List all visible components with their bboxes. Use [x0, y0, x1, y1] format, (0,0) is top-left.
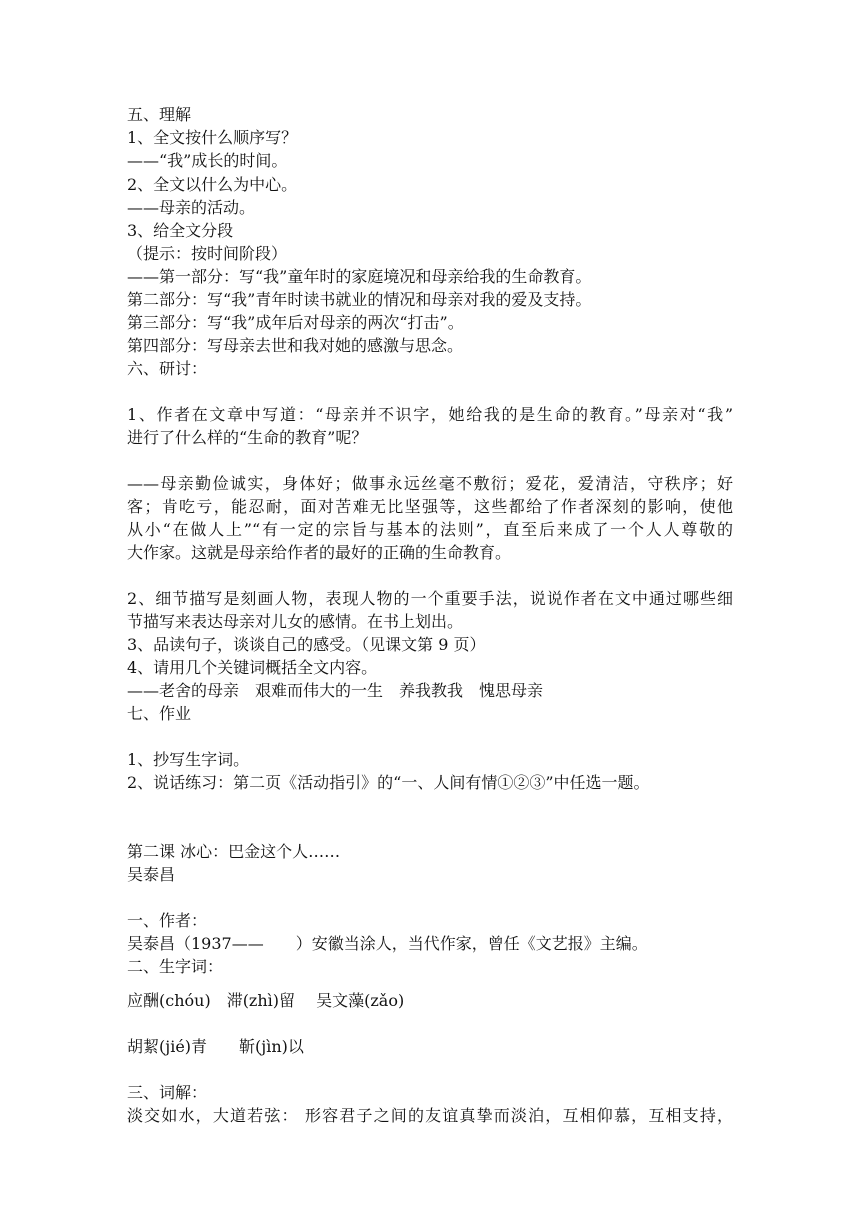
- vocabulary-line-1: 应酬(chóu) 滞(zhì)留 吴文藻(zǎo): [127, 991, 405, 1010]
- homework-1: 1、抄写生字词。: [127, 750, 250, 769]
- discussion-q1-line-2: 进行了什么样的“生命的教育”呢？: [127, 428, 368, 447]
- discussion-a4: ——老舍的母亲 艰难而伟大的一生 养我教我 愧思母亲: [127, 681, 544, 700]
- heading-author: 一、作者：: [127, 911, 208, 930]
- discussion-a1-line-1: ——母亲勤俭诚实，身体好；做事永远丝毫不敷衍；爱花，爱清洁，守秩序；好: [127, 474, 733, 493]
- part-1-line: ——第一部分：写“我”童年时的家庭境况和母亲给我的生命教育。: [127, 267, 592, 286]
- part-3-line: 第三部分：写“我”成年后对母亲的两次“打击”。: [127, 313, 464, 332]
- word-meaning-line-1: 淡交如水，大道若弦： 形容君子之间的友谊真挚而淡泊，互相仰慕，互相支持，: [127, 1106, 733, 1125]
- hint-line: （提示：按时间阶段）: [127, 244, 288, 263]
- part-4-line: 第四部分：写母亲去世和我对她的感激与思念。: [127, 336, 464, 355]
- heading-discussion: 六、研讨：: [127, 359, 208, 378]
- heading-understanding: 五、理解: [127, 105, 192, 124]
- discussion-q3: 3、品读句子，谈谈自己的感受。（见课文第 9 页）: [127, 635, 486, 654]
- heading-word-meaning: 三、词解：: [127, 1083, 208, 1102]
- question-3: 3、给全文分段: [127, 221, 234, 240]
- question-1: 1、全文按什么顺序写？: [127, 128, 298, 147]
- discussion-a1-line-4: 大作家。这就是母亲给作者的最好的正确的生命教育。: [127, 543, 512, 562]
- heading-vocabulary: 二、生字词：: [127, 957, 224, 976]
- part-2-line: 第二部分：写“我”青年时读书就业的情况和母亲对我的爱及支持。: [127, 290, 592, 309]
- discussion-q1-line-1: 1、作者在文章中写道：“母亲并不识字，她给我的是生命的教育。”母亲对“我”: [127, 405, 733, 424]
- lesson-title: 第二课 冰心：巴金这个人……: [127, 842, 341, 861]
- discussion-a1-line-2: 客；肯吃亏，能忍耐，面对苦难无比坚强等，这些都给了作者深刻的影响，使他: [127, 497, 733, 516]
- answer-1: ——“我”成长的时间。: [127, 151, 288, 170]
- discussion-q2-line-1: 2、细节描写是刻画人物，表现人物的一个重要手法，说说作者在文中通过哪些细: [127, 589, 733, 608]
- discussion-a1-line-3: 从小“在做人上”“有一定的宗旨与基本的法则”，直至后来成了一个人人尊敬的: [127, 520, 733, 539]
- discussion-q2-line-2: 节描写来表达母亲对儿女的感情。在书上划出。: [127, 612, 464, 631]
- lesson-author: 吴泰昌: [127, 865, 176, 884]
- question-2: 2、全文以什么为中心。: [127, 175, 298, 194]
- author-intro: 吴泰昌（1937—— ）安徽当涂人，当代作家，曾任《文艺报》主编。: [127, 934, 648, 953]
- vocabulary-line-2: 胡絜(jié)青 靳(jìn)以: [127, 1037, 304, 1056]
- answer-2: ——母亲的活动。: [127, 198, 256, 217]
- discussion-q4: 4、请用几个关键词概括全文内容。: [127, 658, 378, 677]
- heading-homework: 七、作业: [127, 704, 192, 723]
- homework-2: 2、说话练习：第二页《活动指引》的“一、人间有情①②③”中任选一题。: [127, 773, 650, 792]
